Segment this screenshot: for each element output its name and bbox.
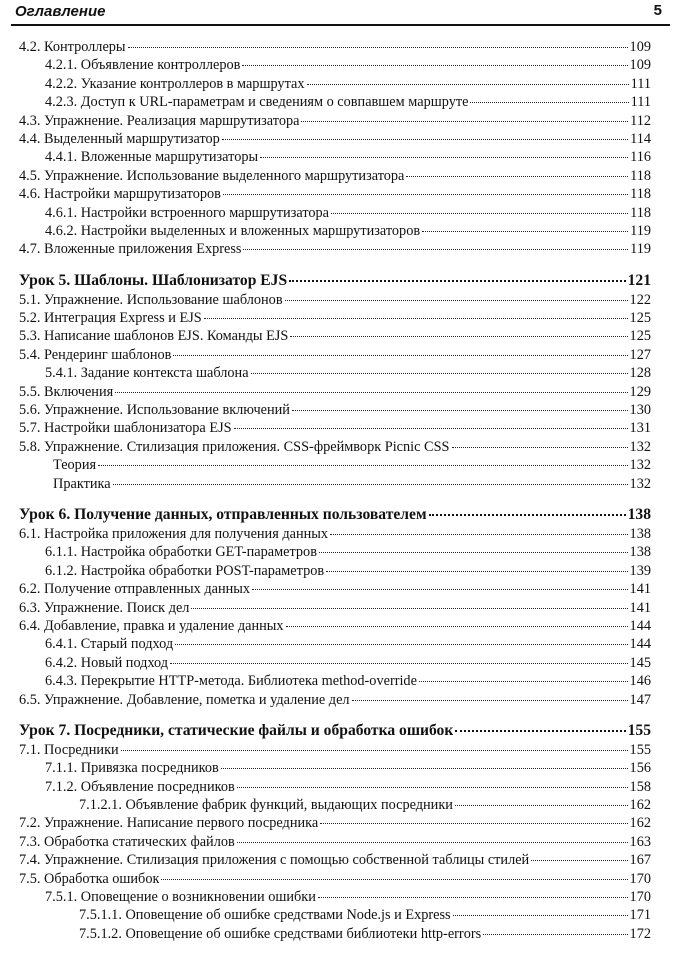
header-section-title: Оглавление [15, 3, 106, 20]
toc-entry-page: 109 [629, 39, 651, 55]
toc-entry-page: 155 [629, 741, 651, 758]
toc-entry-title: 4.4.1. Вложенные маршрутизаторы [45, 149, 259, 166]
toc-entry [19, 759, 651, 777]
toc-entry [19, 222, 651, 240]
toc-entry-title: 4.2.2. Указание контроллеров в маршрутах [45, 75, 305, 92]
toc-entry-title: 6.4.1. Старый подход [45, 636, 174, 653]
toc-entry [19, 580, 651, 598]
toc-entry-title: 4.4. Выделенный маршрутизатор [19, 130, 220, 147]
dot-leader [260, 157, 628, 158]
toc-entry [19, 691, 651, 709]
toc-entry [19, 778, 651, 796]
toc-entry-title: Урок 7. Посредники, статические файлы и обработка ошибок [19, 721, 454, 739]
dot-leader [330, 534, 628, 535]
toc-entry-page: 121 [627, 271, 651, 289]
toc-entry [19, 814, 651, 832]
dot-leader [161, 879, 627, 880]
dot-leader [222, 139, 628, 140]
toc-entry-page: 156 [629, 760, 651, 777]
toc-entry-page: 118 [630, 167, 651, 184]
toc-entry-page: 167 [629, 852, 651, 869]
toc-entry-page: 130 [629, 402, 651, 419]
toc-entry-page: 141 [629, 599, 651, 616]
toc-lesson-heading [19, 271, 651, 291]
toc-entry-title: 7.4. Упражнение. Стилизация приложения с помощью собственной таблицы стилей [19, 852, 530, 869]
toc-entry [19, 291, 651, 309]
toc-entry [19, 562, 651, 580]
toc-entry-page: 128 [629, 365, 651, 382]
dot-leader [292, 410, 628, 411]
toc-entry-page: 116 [630, 149, 651, 166]
dot-leader [242, 65, 627, 66]
toc-entry-title: 4.6.1. Настройки встроенного маршрутизатора [45, 204, 330, 221]
toc-entry-title: 7.5.1.2. Оповещение об ошибке средствами библиотеки http-errors [79, 925, 482, 942]
toc-entry-title: 7.5.1. Оповещение о возникновении ошибки [45, 889, 316, 906]
toc-entry [19, 204, 651, 222]
toc-entry [19, 741, 651, 759]
toc-entry-page: 147 [629, 691, 651, 708]
toc-entry-page: 170 [629, 870, 651, 887]
dot-leader [285, 300, 628, 301]
dot-leader [419, 681, 628, 682]
toc-entry-page: 109 [629, 57, 651, 74]
toc-entry-title: 4.2.1. Объявление контроллеров [45, 57, 241, 74]
toc-entry-page: 132 [629, 457, 651, 474]
toc-entry-title: 6.5. Упражнение. Добавление, пометка и удаление дел [19, 691, 350, 708]
toc-entry-title: Урок 5. Шаблоны. Шаблонизатор EJS [19, 271, 288, 289]
toc-entry-page: 172 [629, 925, 651, 942]
toc-entry [19, 617, 651, 635]
toc-entry [19, 56, 651, 74]
toc-entry-page: 127 [629, 346, 651, 363]
toc-entry-page: 138 [629, 544, 651, 561]
toc-entry [19, 906, 651, 924]
toc-entry [19, 475, 651, 493]
dot-leader [352, 700, 628, 701]
toc-entry-page: 170 [629, 889, 651, 906]
dot-leader [204, 318, 628, 319]
toc-entry [19, 599, 651, 617]
dot-leader [115, 392, 627, 393]
toc-entry-page: 132 [629, 438, 651, 455]
toc-entry-page: 112 [630, 112, 651, 129]
toc-entry-title: 7.5.1.1. Оповещение об ошибке средствами Node.js и Express [79, 907, 451, 924]
toc-entry-title: 4.3. Упражнение. Реализация маршрутизатора [19, 112, 300, 129]
section-gap [19, 493, 651, 505]
toc-entry [19, 185, 651, 203]
dot-leader [237, 842, 628, 843]
toc-entry-page: 119 [630, 222, 651, 239]
toc-entry [19, 635, 651, 653]
toc-entry [19, 438, 651, 456]
toc-entry [19, 75, 651, 93]
toc-entry [19, 327, 651, 345]
toc-entry-title: 7.1.2.1. Объявление фабрик функций, выдающих посредники [79, 797, 453, 814]
dot-leader [191, 608, 627, 609]
dot-leader [170, 663, 627, 664]
toc-entry-title: 7.1.1. Привязка посредников [45, 760, 219, 777]
toc-entry-title: 7.5. Обработка ошибок [19, 870, 160, 887]
toc-entry-title: 6.1.1. Настройка обработки GET-параметров [45, 544, 317, 561]
toc-entry-title: 7.3. Обработка статических файлов [19, 833, 235, 850]
dot-leader [290, 336, 627, 337]
toc-entry [19, 167, 651, 185]
toc-entry-title: 4.7. Вложенные приложения Express [19, 241, 242, 258]
toc-entry-page: 119 [630, 241, 651, 258]
toc-entry [19, 796, 651, 814]
toc-entry-page: 122 [629, 291, 651, 308]
dot-leader [320, 823, 627, 824]
dot-leader [234, 428, 628, 429]
dot-leader [113, 484, 628, 485]
toc-entry-page: 144 [629, 617, 651, 634]
toc-entry [19, 240, 651, 258]
toc-entry-page: 171 [629, 907, 651, 924]
toc-entry-title: 5.7. Настройки шаблонизатора EJS [19, 420, 232, 437]
dot-leader [455, 805, 628, 806]
toc-entry-title: 6.1. Настройка приложения для получения данных [19, 525, 329, 542]
dot-leader [319, 552, 628, 553]
dot-leader [301, 121, 628, 122]
toc-entry-page: 111 [630, 94, 651, 111]
toc-entry-page: 145 [629, 654, 651, 671]
toc-entry [19, 93, 651, 111]
toc-entry-title: Практика [53, 475, 111, 492]
toc-entry-title: 4.2. Контроллеры [19, 39, 126, 55]
toc-entry-title: 4.6. Настройки маршрутизаторов [19, 186, 221, 203]
toc-entry-page: 163 [629, 833, 651, 850]
toc-entry [19, 925, 651, 943]
toc-entry-page: 162 [629, 797, 651, 814]
toc-entry-page: 144 [629, 636, 651, 653]
dot-leader [286, 626, 628, 627]
toc-entry-title: 6.1.2. Настройка обработки POST-параметров [45, 562, 325, 579]
toc-entry [19, 543, 651, 561]
dot-leader [173, 355, 627, 356]
toc-entry [19, 456, 651, 474]
table-of-contents [19, 38, 651, 943]
toc-entry-page: 129 [629, 383, 651, 400]
toc-entry-page: 125 [629, 310, 651, 327]
dot-leader [318, 897, 628, 898]
toc-entry [19, 419, 651, 437]
toc-lesson-heading [19, 721, 651, 741]
toc-entry-title: 5.6. Упражнение. Использование включений [19, 402, 290, 419]
dot-leader [483, 934, 627, 935]
toc-entry-page: 139 [629, 562, 651, 579]
toc-entry-page: 162 [629, 815, 651, 832]
toc-lesson-heading [19, 505, 651, 525]
toc-entry-title: 7.2. Упражнение. Написание первого посредника [19, 815, 319, 832]
dot-leader [243, 249, 628, 250]
toc-entry [19, 364, 651, 382]
dot-leader [252, 589, 628, 590]
dot-leader [251, 373, 628, 374]
dot-leader [326, 571, 627, 572]
toc-entry [19, 309, 651, 327]
toc-entry [19, 888, 651, 906]
toc-entry-title: 5.4.1. Задание контекста шаблона [45, 365, 249, 382]
toc-entry-page: 138 [627, 505, 651, 523]
toc-entry-page: 118 [630, 186, 651, 203]
dot-leader [223, 194, 628, 195]
toc-entry-title: 6.4.2. Новый подход [45, 654, 169, 671]
dot-leader [422, 231, 628, 232]
section-gap [19, 709, 651, 721]
dot-leader [429, 514, 626, 516]
toc-entry [19, 851, 651, 869]
toc-entry-page: 138 [629, 525, 651, 542]
toc-entry-title: 5.4. Рендеринг шаблонов [19, 346, 172, 363]
toc-entry-page: 146 [629, 673, 651, 690]
dot-leader [452, 447, 628, 448]
dot-leader [128, 47, 628, 48]
toc-entry-title: 7.1. Посредники [19, 741, 119, 758]
toc-entry-page: 158 [629, 778, 651, 795]
toc-entry-page: 131 [629, 420, 651, 437]
toc-entry-title: 4.6.2. Настройки выделенных и вложенных маршрутизаторов [45, 222, 421, 239]
dot-leader [455, 730, 625, 732]
toc-entry [19, 525, 651, 543]
toc-entry-title: 5.8. Упражнение. Стилизация приложения. CSS-фреймворк Picnic CSS [19, 438, 450, 455]
toc-entry-title: Теория [53, 457, 97, 474]
toc-entry-page: 114 [630, 130, 651, 147]
section-gap [19, 259, 651, 271]
toc-entry-page: 132 [629, 475, 651, 492]
toc-entry-title: Урок 6. Получение данных, отправленных пользователем [19, 505, 427, 523]
toc-entry [19, 38, 651, 56]
toc-entry-title: 5.2. Интеграция Express и EJS [19, 310, 202, 327]
toc-entry-page: 118 [630, 204, 651, 221]
toc-entry [19, 148, 651, 166]
toc-entry-page: 111 [630, 75, 651, 92]
toc-entry-page: 141 [629, 581, 651, 598]
toc-entry-page: 125 [629, 328, 651, 345]
toc-entry-title: 5.5. Включения [19, 383, 114, 400]
toc-entry [19, 112, 651, 130]
dot-leader [98, 465, 627, 466]
toc-entry [19, 383, 651, 401]
dot-leader [331, 213, 628, 214]
dot-leader [307, 84, 629, 85]
dot-leader [531, 860, 627, 861]
running-header [11, 0, 670, 26]
toc-entry-title: 6.3. Упражнение. Поиск дел [19, 599, 190, 616]
toc-entry-title: 4.2.3. Доступ к URL-параметрам и сведениям о совпавшем маршруте [45, 94, 469, 111]
toc-entry-title: 6.4.3. Перекрытие HTTP-метода. Библиотека method-override [45, 673, 417, 690]
dot-leader [175, 644, 627, 645]
toc-entry-title: 6.4. Добавление, правка и удаление данных [19, 617, 284, 634]
toc-entry [19, 346, 651, 364]
dot-leader [237, 787, 628, 788]
toc-entry-title: 6.2. Получение отправленных данных [19, 581, 251, 598]
toc-entry-title: 4.5. Упражнение. Использование выделенного маршрутизатора [19, 167, 405, 184]
toc-entry [19, 833, 651, 851]
dot-leader [453, 915, 628, 916]
header-page-number: 5 [653, 2, 662, 19]
dot-leader [289, 280, 625, 282]
dot-leader [470, 102, 628, 103]
dot-leader [221, 768, 628, 769]
toc-entry [19, 870, 651, 888]
toc-entry-page: 155 [627, 721, 651, 739]
dot-leader [406, 176, 628, 177]
toc-entry [19, 401, 651, 419]
toc-entry [19, 672, 651, 690]
toc-entry [19, 654, 651, 672]
toc-entry [19, 130, 651, 148]
dot-leader [121, 750, 628, 751]
toc-entry-title: 7.1.2. Объявление посредников [45, 778, 235, 795]
toc-entry-title: 5.3. Написание шаблонов EJS. Команды EJS [19, 328, 289, 345]
toc-entry-title: 5.1. Упражнение. Использование шаблонов [19, 291, 283, 308]
